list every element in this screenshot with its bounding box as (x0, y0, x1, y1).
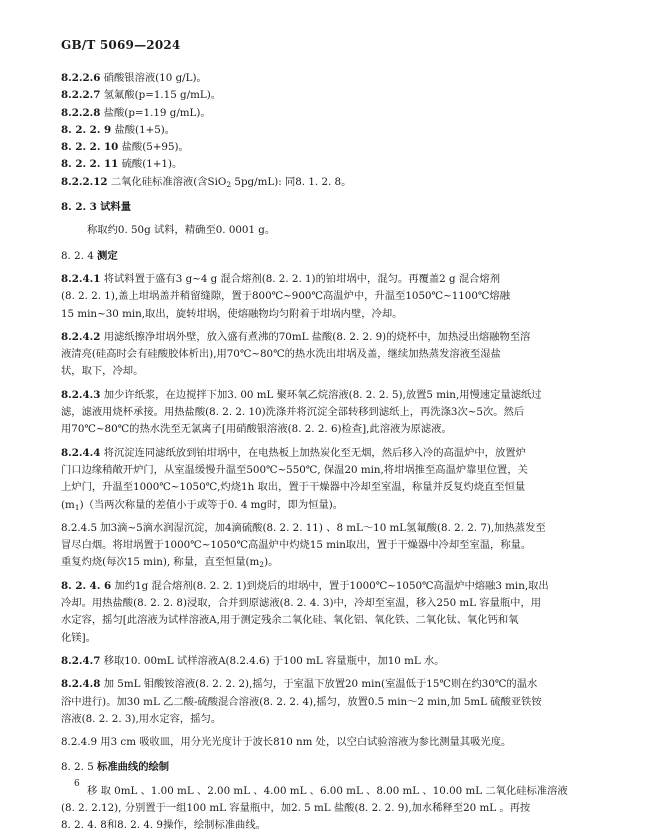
clause-number: 8.2.4.8 (61, 678, 101, 691)
clause-number: 8. 2. 2. 11 (61, 158, 119, 171)
paragraph: 8.2.4.3 加少许纸浆，在边搅拌下加3. 00 mL 聚环氧乙烷溶液(8. 2. 2. 5),放置5 min,用慢速定量滤纸过 滤，滤液用烧杯承接。用热盐酸(8. 2. 2. 10)洗涤并将沉淀全部转移到滤纸上，再洗涤3次~5次。然后 用70℃~80℃的热水洗至无氯离子[用硝酸银溶液(8. 2. 2. 6)检查],此溶液为原滤液。 (61, 388, 542, 436)
clause-number: 8.2.4.7 (61, 654, 101, 667)
document-body (61, 70, 606, 835)
clause-number: 8. 2. 2. 9 (61, 123, 112, 136)
clause-number: 8.2.4.4 (61, 446, 101, 459)
page-number: 6 (74, 779, 80, 789)
paragraph: 称取约0. 50g 试料，精确至0. 0001 g。 (87, 224, 276, 237)
clause-number: 8.2.4.1 (61, 272, 101, 285)
paragraph: 移 取 0mL 、1.00 mL 、2.00 mL 、4.00 mL 、6.00 mL 、8.00 mL 、10.00 mL 二氧化硅标准溶液 (8. 2. 2.12), 分别置于一组100 mL 容量瓶中，加2. 5 mL 盐酸(8. 2. 2. 9),加水稀释至20 mL 。再按 8. 2. 4. 8和8. 2. 4. 9操作，绘制标准曲线。 (61, 784, 568, 832)
clause-number: 8.2.2.7 (61, 89, 101, 102)
paragraph: 8.2.4.2 用滤纸擦净坩埚外壁，放入盛有煮沸的70mL 盐酸(8. 2. 2. 9)的烧杯中，加热浸出熔融物至溶 液清亮(硅高时会有硅酸胶体析出),用70℃~80℃的热水洗出坩埚及盖，继续加热蒸发溶液至湿盐 状，取下，冷却。 (61, 330, 531, 378)
section-heading: 8. 2. 3 试料量 (61, 201, 132, 214)
paragraph: 8.2.4.1 将试料置于盛有3 g~4 g 混合熔剂(8. 2. 2. 1)的铂坩埚中，混匀。再覆盖2 g 混合熔剂 (8. 2. 2. 1),盖上坩埚盖并稍留缝隙，置于800℃~900℃高温炉中，升温至1050℃~1100℃熔融 15 min~30 min,取出，旋转坩埚，使熔融物均匀附着于坩埚内壁，冷却。 (61, 272, 511, 320)
clause-number: 8.2.4.2 (61, 330, 101, 343)
paragraph: 8.2.4.4 将沉淀连同滤纸放到铂坩埚中，在电热板上加热炭化至无烟，然后移入冷的高温炉中，放置炉 门口边缘稍敞开炉门，从室温缓慢升温至500℃~550℃, 保温20 min,将坩埚推至高温炉靠里位置，关 上炉门，升温至1000℃~1050℃,灼烧1h 取出，置于干燥器中冷却至室温，称量并反复灼烧直至恒量 $(m_1)$（当两次称量的差值小于或等于0. 4 mg时，即为恒量)。 (61, 446, 528, 512)
list-item: 8.2.2.8 盐酸(p=1.19 g/mL)。 (61, 106, 211, 119)
clause-number: 8.2.4.3 (61, 388, 101, 401)
clause-number: 8.2.4.5 (61, 521, 98, 534)
list-item: 8.2.2.12 二氧化硅标准溶液(含SiO$_2$ 5pg/mL): 同8. 1. 2. 8。 (61, 175, 352, 189)
list-item: 8. 2. 2. 11 硫酸(1+1)。 (61, 158, 183, 171)
section-heading: 8. 2. 5 标准曲线的绘制 (61, 761, 170, 774)
reagent-list (61, 70, 606, 191)
clause-number: 8.2.2.12 (61, 175, 108, 188)
paragraph: 8.2.4.7 移取10. 00mL 试样溶液A(8.2.4.6) 于100 mL 容量瓶中，加10 mL 水。 (61, 654, 445, 667)
list-item: 8.2.2.7 氢氟酸(p=1.15 g/mL)。 (61, 89, 222, 102)
paragraph: 8.2.4.8 加 5mL 钼酸铵溶液(8. 2. 2. 2),摇匀，于室温下放置20 min(室温低于15℃则在约30℃的温水 浴中进行)。加30 mL 乙二酸-硫酸混合溶液(8. 2. 2. 4),摇匀，放置0.5 min～2 min,加 5mL 硫酸亚铁铵 溶液(8. 2. 2. 3),用水定容，摇匀。 (61, 678, 542, 725)
paragraph: 8.2.4.5 加3滴~5滴水润湿沉淀，加4滴硫酸(8. 2. 2. 11) 、8 mL～10 mL氢氟酸(8. 2. 2. 7),加热蒸发至 冒尽白烟。将坩埚置于1000℃~1050℃高温炉中灼烧15 min取出，置于干燥器中冷却至室温，称量。 重复灼烧(每次15 min), 称量，直至恒量$(m_2)$。 (61, 521, 546, 570)
paragraph: 8. 2. 4. 6 加约1g 混合熔剂(8. 2. 2. 1)到烧后的坩埚中，置于1000℃~1050℃高温炉中熔融3 min,取出 冷却。用热盐酸(8. 2. 2. 8)浸取，合并到原滤液(8. 2. 4. 3)中，冷却至室温，移入250 mL 容量瓶中，用 水定容，摇匀[此溶液为试样溶液A,用于测定残余二氧化硅、氧化铝、氧化铁、二氧化钛、氧化钙和氧 化镁]。 (61, 579, 549, 644)
clause-number: 8.2.4.9 (61, 736, 98, 749)
paragraph: 8.2.4.9 用3 cm 吸收皿，用分光光度计于波长810 nm 处，以空白试验溶液为参比测量其吸光度。 (61, 736, 512, 749)
section-heading: 8. 2. 4 测定 (61, 249, 118, 262)
clause-number: 8. 2. 4. 6 (61, 579, 112, 592)
list-item: 8. 2. 2. 10 盐酸(5+95)。 (61, 141, 189, 154)
standard-number: GB/T 5069—2024 (61, 38, 181, 52)
clause-number: 8.2.2.6 (61, 72, 101, 84)
clause-number: 8.2.2.8 (61, 106, 101, 119)
list-item: 8.2.2.6 硝酸银溶液(10 g/L)。 (61, 72, 207, 84)
list-item: 8. 2. 2. 9 盐酸(1+5)。 (61, 123, 176, 136)
clause-number: 8. 2. 2. 10 (61, 141, 119, 154)
